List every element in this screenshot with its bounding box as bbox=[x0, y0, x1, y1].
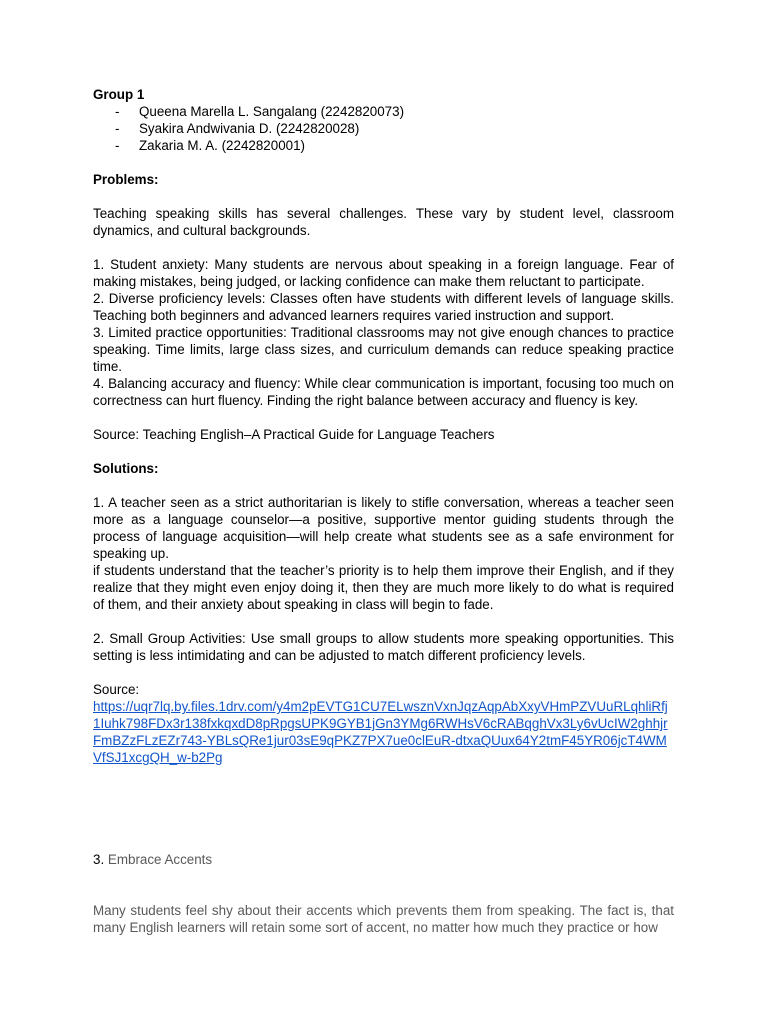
problem-item: 4. Balancing accuracy and fluency: While clear communication is important, focusing too much on correctness can hurt fluency. Finding the right balance between accuracy and fluency is key. bbox=[93, 376, 674, 408]
member-list bbox=[93, 103, 674, 154]
solution-3-number: 3. bbox=[93, 852, 105, 867]
source-link[interactable]: https://uqr7lq.by.files.1drv.com/y4m2pEVTG1CU7ELwsznVxnJqzAqpAbXxyVHmPZVUuRLqhliRfj1Iuhk798FDx3r138fxkqxdD8pRpgsUPK9GYB1jGn3YMg6RWHsV6cRABqghVx3Ly6vUcIW2ghhjrFmBZzFLzEZr743-YBLsQRe1jur03sE9qPKZ7PX7ue0clEuR-dtxaQUux64Y2tmF45YR06jcT4WMVfSJ1xcgQH_w-b2Pg bbox=[93, 699, 668, 765]
solution-1-paragraph: 1. A teacher seen as a strict authoritarian is likely to stifle conversation, whereas a teacher seen more as a language counselor—a positive, supportive mentor guiding students through the process of language acquisition—will help create what students see as a safe environment for speaking up. bbox=[93, 495, 674, 561]
problems-heading: Problems: bbox=[93, 172, 159, 187]
group-title: Group 1 bbox=[93, 87, 145, 102]
problem-item: 1. Student anxiety: Many students are nervous about speaking in a foreign language. Fear of making mistakes, being judged, or lacking confidence can make them reluctant to participate. bbox=[93, 257, 674, 289]
problem-item: 2. Diverse proficiency levels: Classes often have students with different levels of language skills. Teaching both beginners and advanced learners requires varied instruction and support. bbox=[93, 291, 674, 323]
member-name: Queena Marella L. Sangalang (2242820073) bbox=[139, 104, 405, 119]
member-item bbox=[93, 103, 674, 120]
problems-intro: Teaching speaking skills has several challenges. These vary by student level, classroom dynamics, and cultural backgrounds. bbox=[93, 206, 674, 238]
bullet: - bbox=[115, 138, 120, 153]
bullet: - bbox=[115, 121, 120, 136]
solution-2-paragraph: 2. Small Group Activities: Use small groups to allow students more speaking opportunities. This setting is less intimidating and can be adjusted to match different proficiency levels. bbox=[93, 631, 674, 663]
problems-source: Source: Teaching English–A Practical Guide for Language Teachers bbox=[93, 427, 495, 442]
solution-3-heading bbox=[93, 851, 674, 868]
solutions-source-label: Source: bbox=[93, 682, 140, 697]
document-body bbox=[93, 86, 674, 936]
member-name: Syakira Andwivania D. (2242820028) bbox=[139, 121, 360, 136]
solutions-heading: Solutions: bbox=[93, 461, 159, 476]
member-item bbox=[93, 120, 674, 137]
member-name: Zakaria M. A. (2242820001) bbox=[139, 138, 305, 153]
solution-3-title: Embrace Accents bbox=[107, 852, 213, 867]
solution-1-followup: if students understand that the teacher’s priority is to help them improve their English, and if they realize that they might even enjoy doing it, then they are much more likely to do what is required of them, and their anxiety about speaking in class will begin to fade. bbox=[93, 563, 674, 612]
bullet: - bbox=[115, 104, 120, 119]
problem-item: 3. Limited practice opportunities: Traditional classrooms may not give enough chances to practice speaking. Time limits, large class sizes, and curriculum demands can reduce speaking practice time. bbox=[93, 325, 674, 374]
member-item bbox=[93, 137, 674, 154]
solution-3-text: Many students feel shy about their accents which prevents them from speaking. The fact is, that many English learners will retain some sort of accent, no matter how much they practice or how bbox=[93, 903, 674, 935]
